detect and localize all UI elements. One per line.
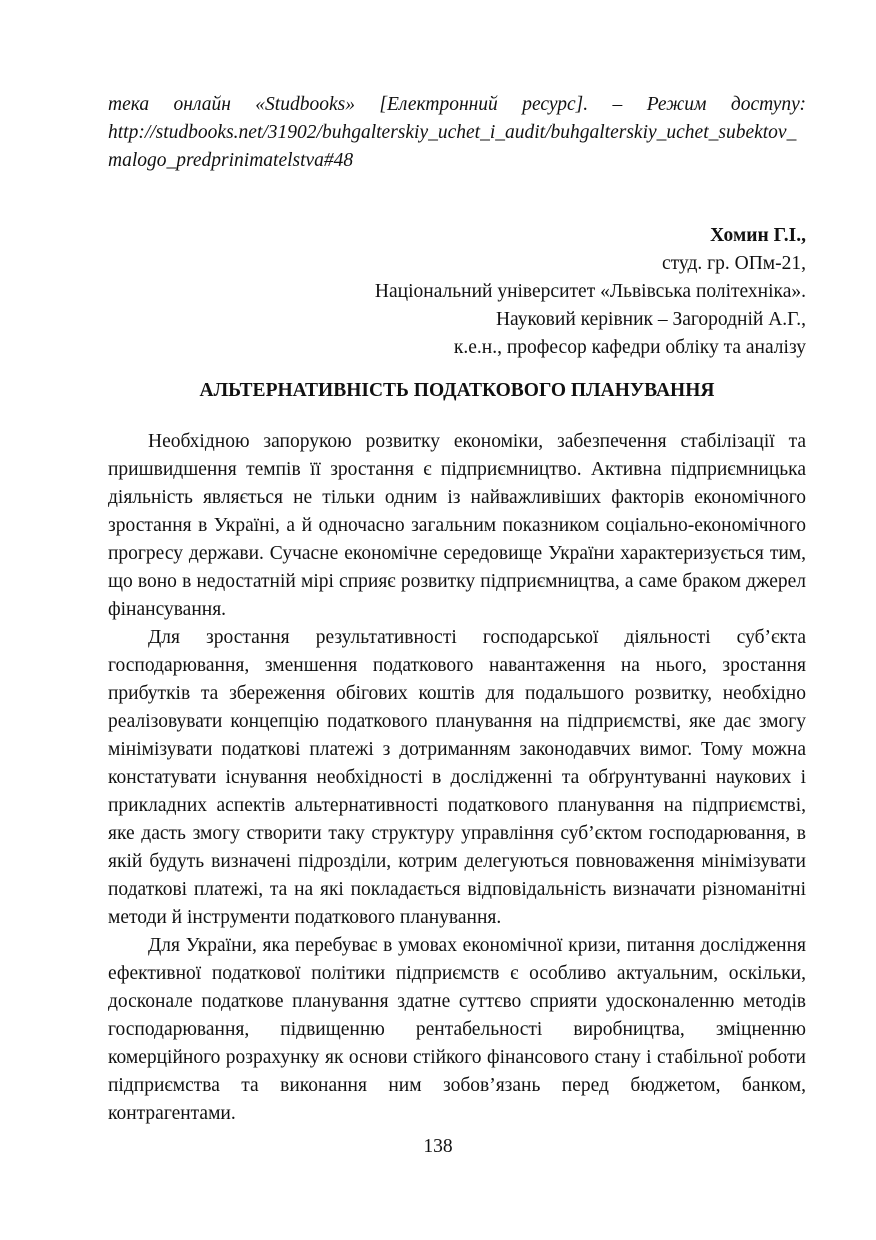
article-body (108, 428, 806, 1128)
author-university: Національний університет «Львівська політехніка». (374, 281, 806, 302)
page-number: 138 (423, 1136, 453, 1157)
reference-line: тека онлайн «Studbooks» [Електронний ресурс]. – Режим доступу: (108, 94, 806, 115)
article-title: АЛЬТЕРНАТИВНІСТЬ ПОДАТКОВОГО ПЛАНУВАННЯ (199, 380, 715, 401)
reference-continuation (108, 91, 806, 175)
reference-url: http://studbooks.net/31902/buhgalterskiy_uchet_i_audit/buhgalterskiy_uchet_subektov_malogo_predprinimatelstva#48 (108, 122, 797, 171)
author-name: Хомин Г.І., (710, 225, 806, 246)
supervisor: Науковий керівник – Загородній А.Г., (495, 309, 806, 330)
author-block (206, 222, 806, 362)
author-group: студ. гр. ОПм-21, (662, 253, 806, 274)
supervisor-title: к.е.н., професор кафедри обліку та аналізу (453, 337, 806, 358)
paragraph: Для України, яка перебуває в умовах економічної кризи, питання дослідження ефективної податкової політики підприємств є особливо актуальним, оскільки, досконале податкове планування здатне суттєво сприяти удосконаленню методів господарювання, підвищенню рентабельності виробництва, зміцненню комерційного розрахунку як основи стійкого фінансового стану і стабільної роботи підприємства та виконання ним зобов’язань перед бюджетом, банком, контрагентами. (108, 935, 806, 1124)
paragraph: Необхідною запорукою розвитку економіки, забезпечення стабілізації та пришвидшення темпів її зростання є підприємництво. Активна підприємницька діяльність являється не тільки одним із найважливіших факторів економічного зростання в Україні, а й одночасно загальним показником соціально-економічного прогресу держави. Сучасне економічне середовище України характеризується тим, що воно в недостатній мірі сприяє розвитку підприємництва, а саме браком джерел фінансування. (108, 431, 806, 620)
paragraph: Для зростання результативності господарської діяльності суб’єкта господарювання, зменшення податкового навантаження на нього, зростання прибутків та збереження обігових коштів для подальшого розвитку, необхідно реалізовувати концепцію податкового планування на підприємстві, яке дає змогу мінімізувати податкові платежі з дотриманням законодавчих вимог. Тому можна констатувати існування необхідності в дослідженні та обґрунтуванні наукових і прикладних аспектів альтернативності податкового планування на підприємстві, яке дасть змогу створити таку структуру управління суб’єктом господарювання, в якій будуть визначені підрозділи, котрим делегуються повноваження мінімізувати податкові платежі, та на які покладається відповідальність визначати різноманітні методи й інструменти податкового планування. (108, 627, 806, 928)
